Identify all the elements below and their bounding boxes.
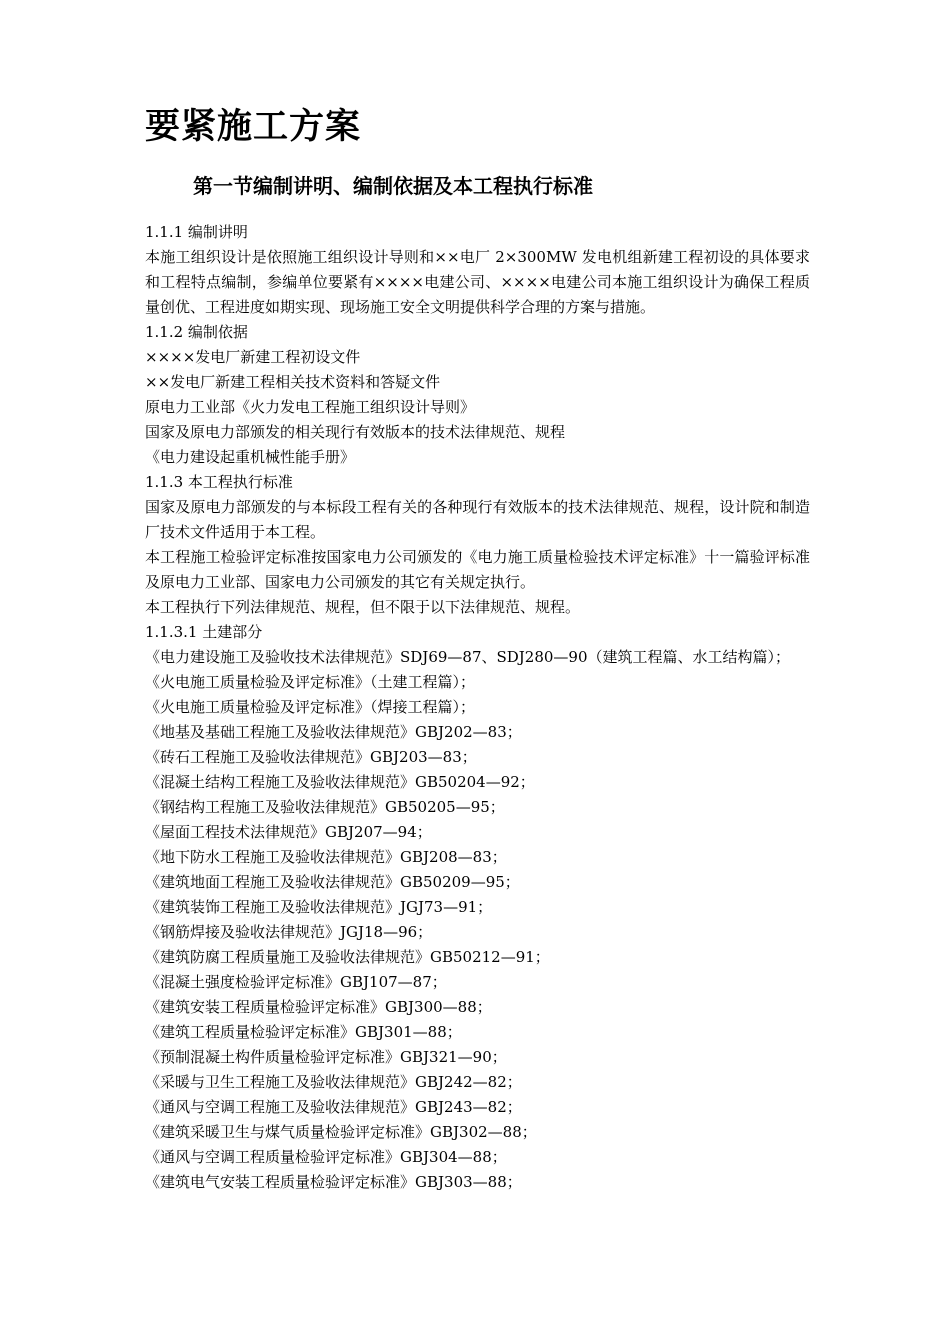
standard-item: 《建筑装饰工程施工及验收法律规范》JGJ73—91； bbox=[145, 898, 493, 916]
paragraph-1-1-1: 本施工组织设计是依照施工组织设计导则和××电厂 2×300MW 发电机组新建工程初设的具体要求和工程特点编制，参编单位要紧有××××电建公司、××××电建公司本施工组织设计为确保工程质量创优、工程进度如期实现、现场施工安全文明提供科学合理的方案与措施。 bbox=[145, 248, 810, 316]
basis-item: ××××发电厂新建工程初设文件 bbox=[145, 348, 361, 366]
standard-item: 《屋面工程技术法律规范》GBJ207—94； bbox=[145, 823, 432, 841]
standard-item: 《地基及基础工程施工及验收法律规范》GBJ202—83； bbox=[145, 723, 522, 741]
standard-item: 《通风与空调工程质量检验评定标准》GBJ304—88； bbox=[145, 1148, 507, 1166]
heading-1-1-3-1: 1.1.3.1 土建部分 bbox=[145, 623, 263, 641]
basis-item: ××发电厂新建工程相关技术资料和答疑文件 bbox=[145, 373, 441, 391]
standard-item: 《砖石工程施工及验收法律规范》GBJ203—83； bbox=[145, 748, 477, 766]
standard-item: 《预制混凝土构件质量检验评定标准》GBJ321—90； bbox=[145, 1048, 507, 1066]
heading-1-1-1: 1.1.1 编制讲明 bbox=[145, 223, 248, 241]
basis-item: 国家及原电力部颁发的相关现行有效版本的技术法律规范、规程 bbox=[145, 423, 566, 441]
standard-item: 《火电施工质量检验及评定标准》（焊接工程篇）； bbox=[145, 698, 476, 716]
standard-item: 《建筑安装工程质量检验评定标准》GBJ300—88； bbox=[145, 998, 492, 1016]
standard-item: 《采暖与卫生工程施工及验收法律规范》GBJ242—82； bbox=[145, 1073, 522, 1091]
standard-item-first: 《电力建设施工及验收技术法律规范》SDJ69—87、SDJ280—90（建筑工程篇、水工结构篇）； bbox=[145, 648, 791, 666]
standard-item: 《建筑工程质量检验评定标准》GBJ301—88； bbox=[145, 1023, 462, 1041]
heading-1-1-2: 1.1.2 编制依据 bbox=[145, 323, 248, 341]
standard-item: 《混凝土结构工程施工及验收法律规范》GB50204—92； bbox=[145, 773, 535, 791]
standard-item: 《地下防水工程施工及验收法律规范》GBJ208—83； bbox=[145, 848, 507, 866]
standard-item: 《混凝土强度检验评定标准》GBJ107—87； bbox=[145, 973, 447, 991]
standard-item: 《钢结构工程施工及验收法律规范》GB50205—95； bbox=[145, 798, 505, 816]
standard-item: 《建筑电气安装工程质量检验评定标准》GBJ303—88； bbox=[145, 1173, 522, 1191]
standard-item: 《建筑地面工程施工及验收法律规范》GB50209—95； bbox=[145, 873, 520, 891]
standard-item: 《钢筋焊接及验收法律规范》JGJ18—96； bbox=[145, 923, 433, 941]
paragraph-1-1-3-a: 国家及原电力部颁发的与本标段工程有关的各种现行有效版本的技术法律规范、规程，设计院和制造厂技术文件适用于本工程。 bbox=[145, 498, 810, 541]
basis-item: 《电力建设起重机械性能手册》 bbox=[145, 448, 356, 466]
document-title: 要紧施工方案 bbox=[145, 106, 362, 147]
document-body bbox=[145, 220, 810, 1195]
basis-item: 原电力工业部《火力发电工程施工组织设计导则》 bbox=[145, 398, 476, 416]
standard-item: 《建筑防腐工程质量施工及验收法律规范》GB50212—91； bbox=[145, 948, 550, 966]
paragraph-1-1-3-b: 本工程施工检验评定标准按国家电力公司颁发的《电力施工质量检验技术评定标准》十一篇验评标准及原电力工业部、国家电力公司颁发的其它有关规定执行。 bbox=[145, 548, 810, 591]
standard-item: 《火电施工质量检验及评定标准》（土建工程篇）； bbox=[145, 673, 476, 691]
section-title: 第一节编制讲明、编制依据及本工程执行标准 bbox=[193, 174, 593, 198]
standard-item: 《建筑采暖卫生与煤气质量检验评定标准》GBJ302—88； bbox=[145, 1123, 537, 1141]
heading-1-1-3: 1.1.3 本工程执行标准 bbox=[145, 473, 293, 491]
standard-item: 《通风与空调工程施工及验收法律规范》GBJ243—82； bbox=[145, 1098, 522, 1116]
paragraph-1-1-3-c: 本工程执行下列法律规范、规程，但不限于以下法律规范、规程。 bbox=[145, 598, 581, 616]
